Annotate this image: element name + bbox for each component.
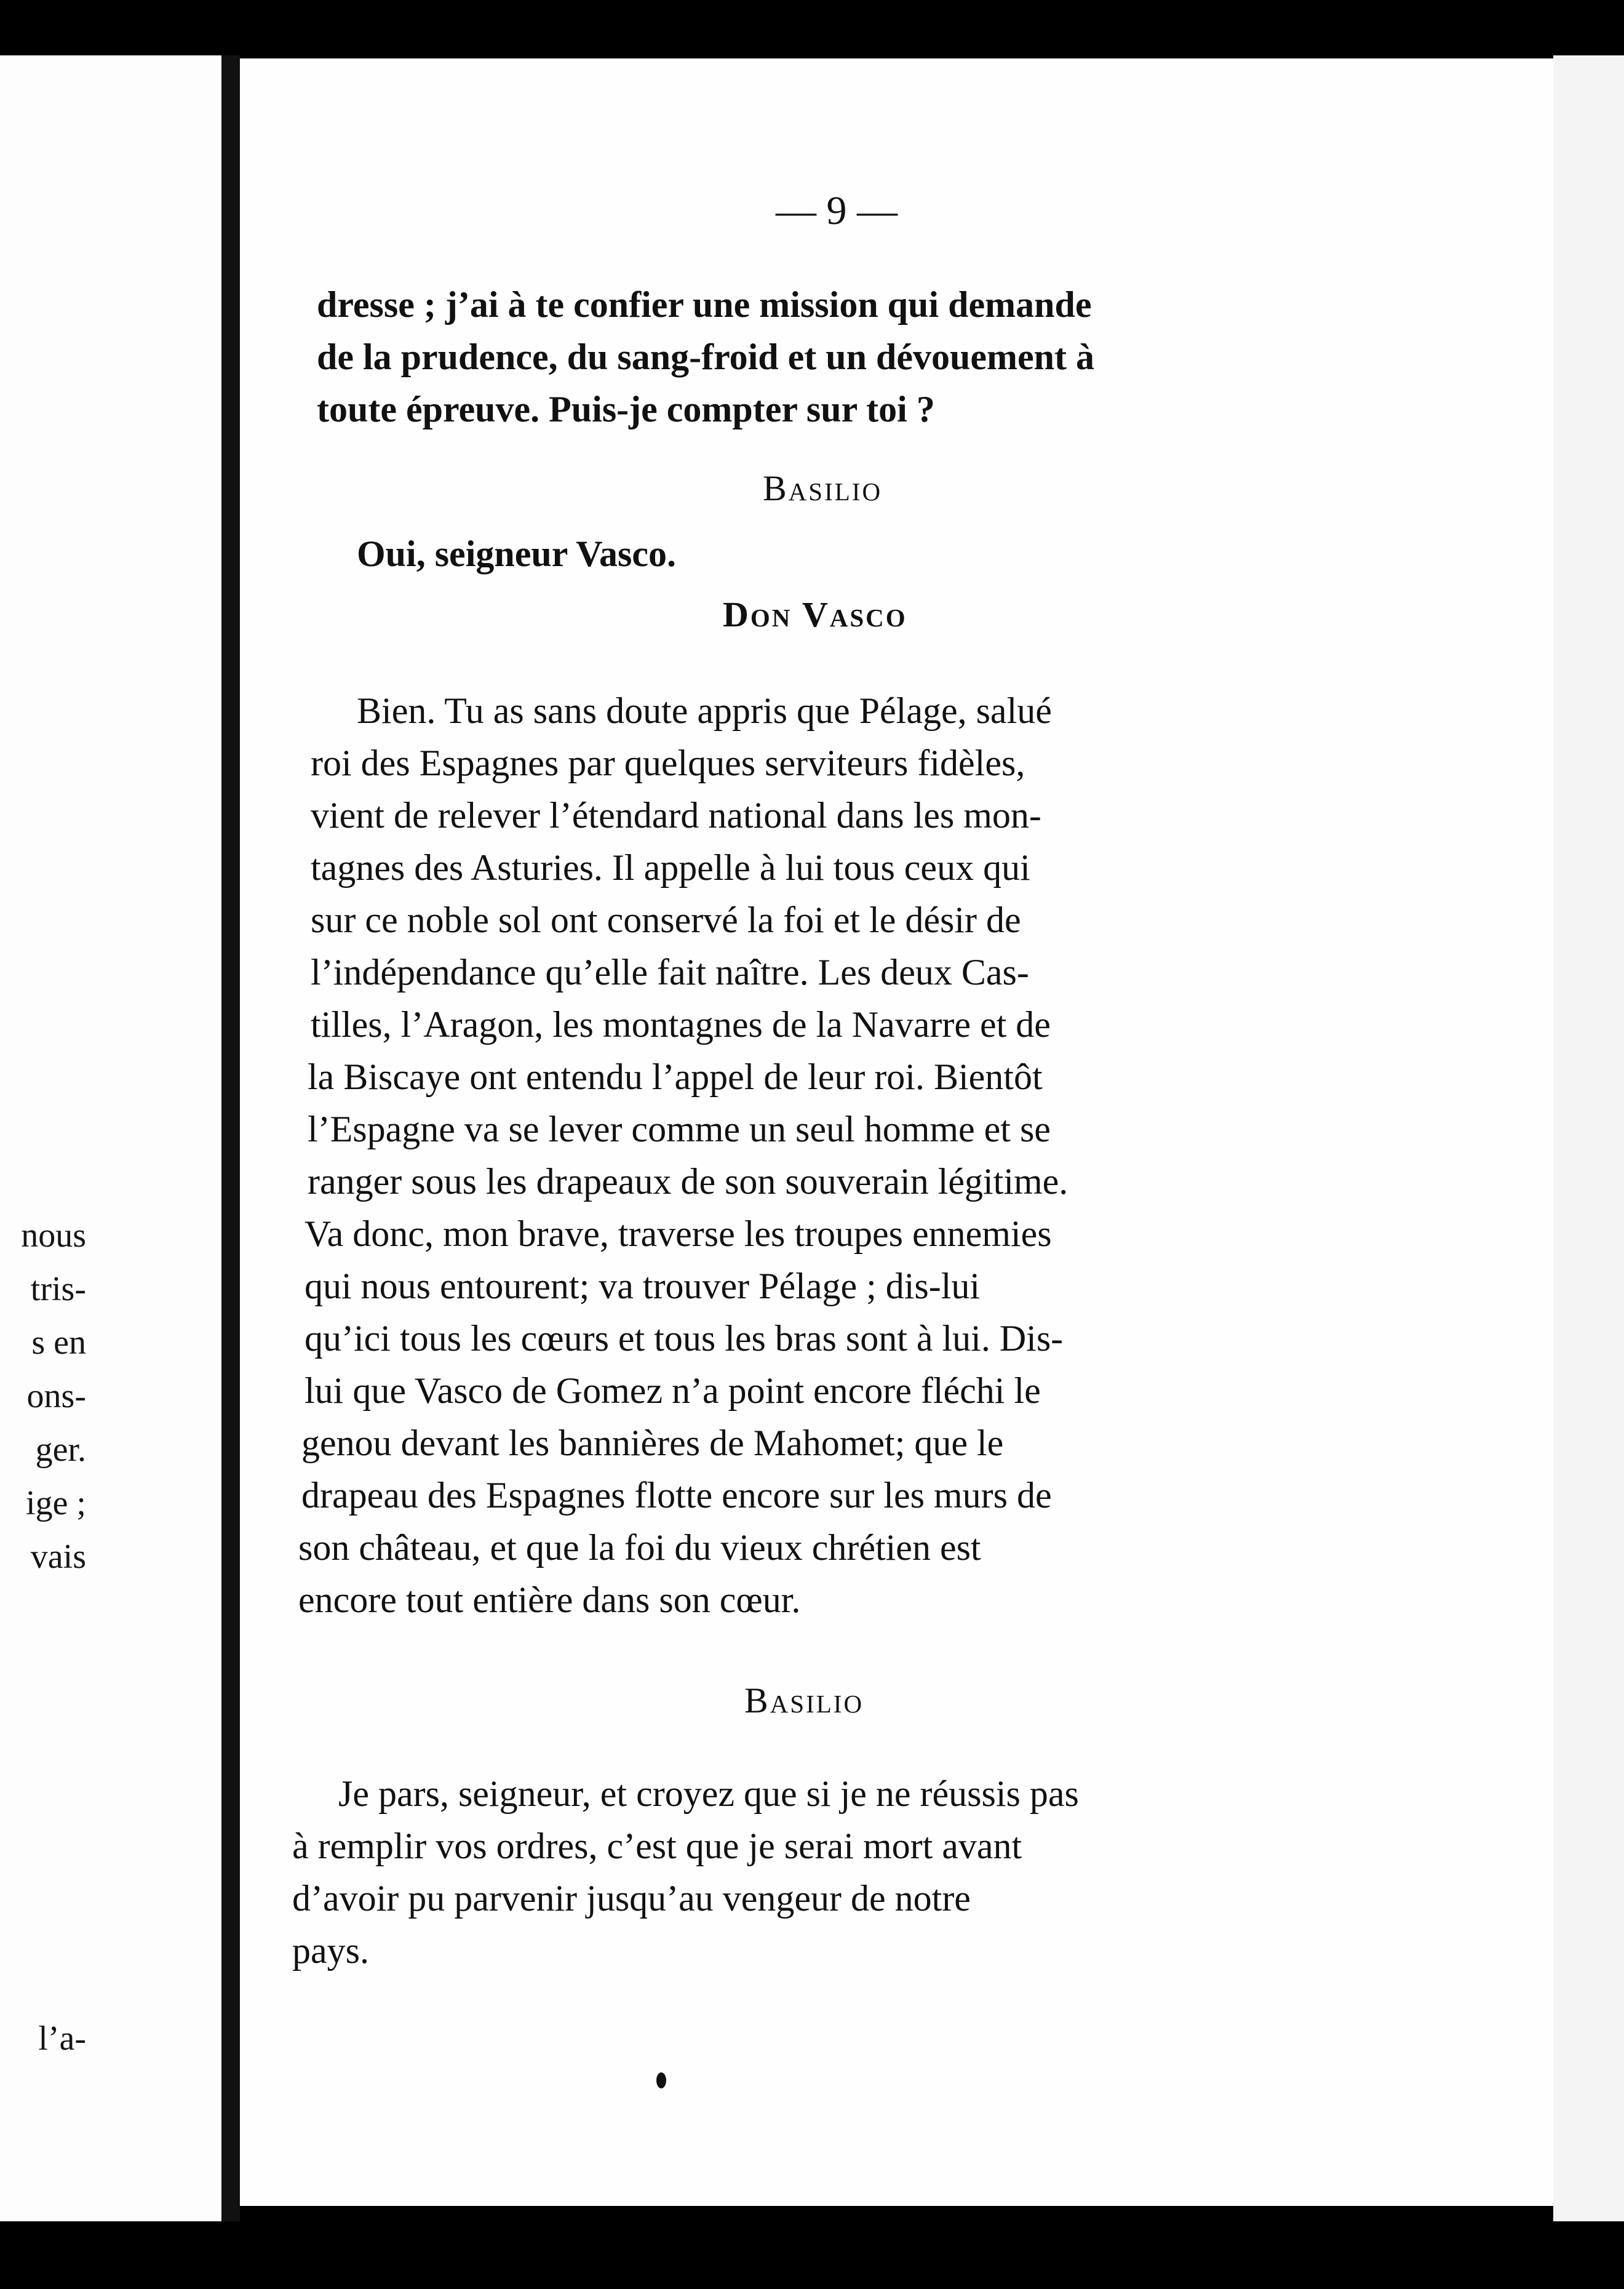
text-line: d’avoir pu parvenir jusqu’au vengeur de notre	[292, 1878, 971, 1919]
text-line: ranger sous les drapeaux de son souverain légitime.	[308, 1161, 1069, 1202]
page-edge	[1553, 55, 1624, 2221]
prev-fragment: nous	[21, 1216, 86, 1255]
text-line: Va donc, mon brave, traverse les troupes ennemies	[304, 1213, 1052, 1254]
book-gutter	[221, 55, 240, 2221]
text-line: tagnes des Asturies. Il appelle à lui tous ceux qui	[311, 847, 1030, 888]
prev-fragment: tris-	[30, 1270, 86, 1308]
text-line: de la prudence, du sang-froid et un dévouement à	[317, 337, 1094, 377]
text-line: son château, et que la foi du vieux chrétien est	[298, 1527, 981, 1568]
text-line: l’Espagne va se lever comme un seul homme et se	[308, 1109, 1051, 1149]
text-line: vient de relever l’étendard national dans les mon-	[311, 795, 1041, 836]
text-line: tilles, l’Aragon, les montagnes de la Navarre et de	[311, 1004, 1051, 1045]
text-line: qu’ici tous les cœurs et tous les bras sont à lui. Dis-	[304, 1318, 1064, 1359]
speaker-name: Don Vasco	[723, 594, 907, 634]
text-line: Bien. Tu as sans doute appris que Pélage, salué	[357, 690, 1052, 731]
prev-fragment: ige ;	[26, 1484, 86, 1522]
prev-fragment: s en	[31, 1324, 86, 1362]
text-line: la Biscaye ont entendu l’appel de leur roi. Bientôt	[308, 1057, 1043, 1097]
prev-fragment: ger.	[35, 1431, 86, 1469]
text-line: encore tout entière dans son cœur.	[298, 1580, 801, 1620]
prev-fragment: l’a-	[38, 2019, 86, 2058]
speaker-name: Basilio	[744, 1680, 864, 1720]
speaker-name: Basilio	[763, 468, 883, 508]
prev-gap	[0, 1584, 86, 2012]
text-line: roi des Espagnes par quelques serviteurs fidèles,	[311, 743, 1025, 783]
text-line: qui nous entourent; va trouver Pélage ; dis-lui	[304, 1266, 981, 1306]
text-line: sur ce noble sol ont conservé la foi et le désir de	[311, 900, 1021, 940]
prev-fragment: ons-	[26, 1377, 86, 1415]
previous-page-text	[0, 1209, 86, 2066]
text-line: à remplir vos ordres, c’est que je serai mort avant	[292, 1826, 1022, 1866]
text-line: dresse ; j’ai à te confier une mission qui demande	[317, 284, 1092, 325]
text-line: genou devant les bannières de Mahomet; que le	[301, 1423, 1004, 1463]
text-line: Je pars, seigneur, et croyez que si je ne réussis pas	[338, 1773, 1079, 1814]
prev-fragment: vais	[30, 1538, 86, 1576]
text-line: Oui, seigneur Vasco.	[357, 533, 676, 574]
text-line: toute épreuve. Puis-je compter sur toi ?	[317, 389, 935, 429]
text-line: pays.	[292, 1930, 369, 1971]
page-number: — 9 —	[776, 188, 898, 233]
text-line: l’indépendance qu’elle fait naître. Les deux Cas-	[311, 952, 1029, 993]
ink-dot-ornament	[656, 2072, 666, 2088]
text-line: lui que Vasco de Gomez n’a point encore fléchi le	[304, 1370, 1041, 1411]
text-line: drapeau des Espagnes flotte encore sur les murs de	[301, 1475, 1052, 1516]
